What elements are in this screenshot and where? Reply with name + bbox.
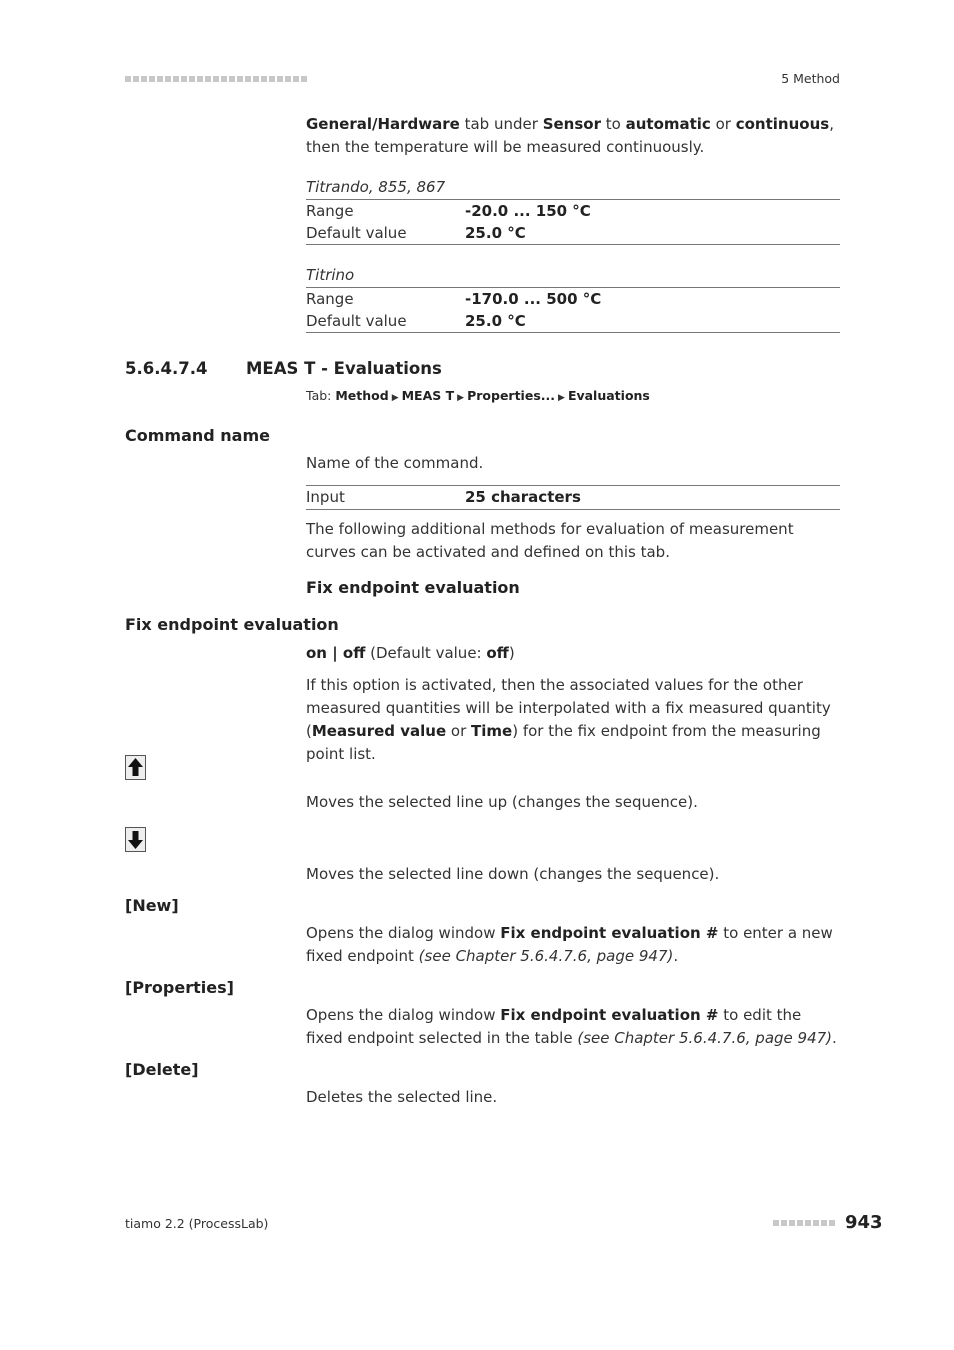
arrow-down-icon (126, 828, 145, 851)
triangle-right-icon: ▶ (558, 393, 565, 403)
fix-endpoint-options: on | off (Default value: off) (306, 644, 515, 662)
table-row (306, 288, 840, 310)
table-row (306, 310, 840, 333)
triangle-right-icon: ▶ (457, 393, 465, 403)
input-table (306, 485, 840, 510)
move-down-button[interactable] (125, 827, 146, 852)
row-value: 25 characters (465, 488, 581, 506)
intro-paragraph: General/Hardware tab under Sensor to automatic or continuous, then the temperature will be measured continuously. (306, 115, 834, 156)
row-value: -20.0 ... 150 °C (465, 202, 591, 220)
table-row (306, 486, 840, 510)
tab-path-prefix: Tab: (306, 388, 336, 403)
footer-decoration (773, 1219, 841, 1227)
properties-heading: [Properties] (125, 978, 234, 997)
tab-path-item: MEAS T (401, 388, 455, 403)
row-value: 25.0 °C (465, 224, 526, 242)
header-chapter: 5 Method (781, 71, 840, 86)
tab-path-item: Method (335, 388, 389, 403)
move-up-button[interactable] (125, 755, 146, 780)
new-heading: [New] (125, 896, 179, 915)
tab-path (306, 388, 650, 403)
move-down-desc: Moves the selected line down (changes the sequence). (306, 865, 720, 883)
header-decoration (125, 75, 309, 83)
new-desc: Opens the dialog window Fix endpoint evaluation # to enter a new fixed endpoint (see Chapter 5.6.4.7.6, page 947). (306, 924, 833, 965)
row-key: Range (306, 290, 354, 308)
fix-endpoint-desc: If this option is activated, then the associated values for the other measured quantities will be interpolated with a fix measured quantity (Measured value or Time) for the fix endpoint from the measuring point list. (306, 676, 831, 763)
row-key: Input (306, 488, 345, 506)
section-title: MEAS T - Evaluations (246, 359, 442, 378)
page-number: 943 (845, 1212, 883, 1233)
range-table-titrino (306, 264, 840, 333)
evaluations-intro: The following additional methods for evaluation of measurement curves can be activated and defined on this tab. (306, 520, 794, 561)
delete-heading: [Delete] (125, 1060, 199, 1079)
delete-desc: Deletes the selected line. (306, 1088, 498, 1106)
properties-desc: Opens the dialog window Fix endpoint evaluation # to edit the fixed endpoint selected in the table (see Chapter 5.6.4.7.6, page 947). (306, 1006, 837, 1047)
row-key: Default value (306, 312, 407, 330)
triangle-right-icon: ▶ (391, 393, 399, 403)
fix-endpoint-subheading: Fix endpoint evaluation (306, 578, 520, 597)
command-name-heading: Command name (125, 426, 270, 445)
table-caption: Titrando, 855, 867 (306, 176, 840, 200)
table-caption: Titrino (306, 264, 840, 288)
tab-path-item: Properties... (467, 388, 556, 403)
section-number: 5.6.4.7.4 (125, 359, 208, 378)
footer-product: tiamo 2.2 (ProcessLab) (125, 1216, 269, 1231)
tab-path-item: Evaluations (567, 388, 650, 403)
move-up-desc: Moves the selected line up (changes the sequence). (306, 793, 698, 811)
command-name-desc: Name of the command. (306, 454, 484, 472)
fix-endpoint-heading: Fix endpoint evaluation (125, 615, 339, 634)
row-key: Range (306, 202, 354, 220)
row-key: Default value (306, 224, 407, 242)
table-row (306, 200, 840, 222)
row-value: -170.0 ... 500 °C (465, 290, 602, 308)
arrow-up-icon (126, 756, 145, 779)
table-row (306, 222, 840, 245)
range-table-titrando (306, 176, 840, 245)
row-value: 25.0 °C (465, 312, 526, 330)
